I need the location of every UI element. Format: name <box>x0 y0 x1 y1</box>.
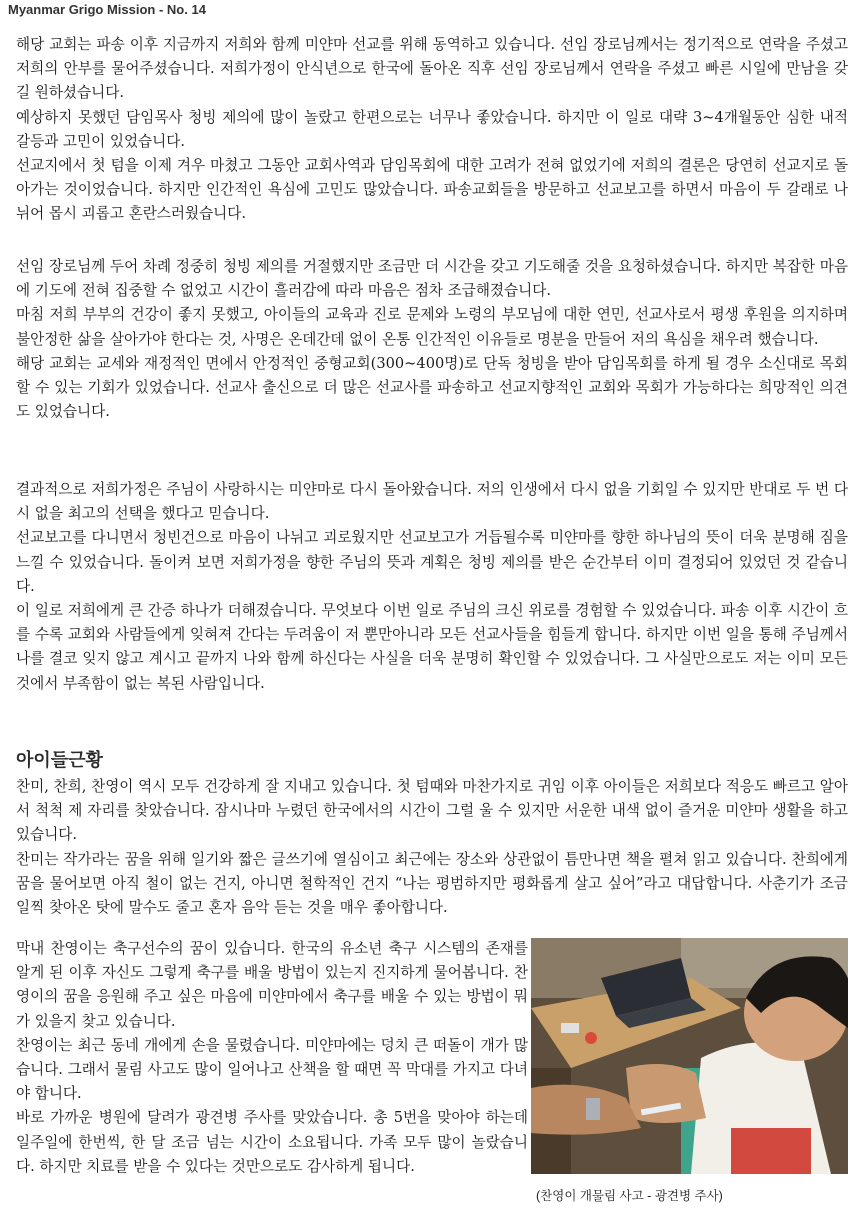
paragraph: 찬미는 작가라는 꿈을 위해 일기와 짧은 글쓰기에 열심이고 최근에는 장소와 상관없이 틈만나면 책을 펼쳐 읽고 있습니다. 찬희에게 꿈을 물어보면 아직 철이 없는 건지, 아니면 철학적인 건지 “나는 평범하지만 평화롭게 살고 싶어”라고 대답합니다. 사춘기가 조금 일찍 찾아온 탓에 말수도 줄고 혼자 음악 듣는 것을 매우 좋아합니다. <box>16 850 848 917</box>
story-section-1 <box>16 33 848 227</box>
paragraph: 선임 장로님께 두어 차례 정중히 청빙 제의를 거절했지만 조금만 더 시간을 갖고 기도해줄 것을 요청하셨습니다. 하지만 복잡한 마음에 기도에 전혀 집중할 수 없었고 시간이 흘러감에 따라 마음은 점차 조급해졌습니다. <box>16 258 848 300</box>
paragraph: 이 일로 저희에게 큰 간증 하나가 더해졌습니다. 무엇보다 이번 일로 주님의 크신 위로를 경험할 수 있었습니다. 파송 이후 시간이 흐를 수록 교회와 사람들에게 잊혀져 간다는 두려움이 저 뿐만아니라 모든 선교사들을 힘들게 합니다. 하지만 이번 일을 통해 주님께서 나를 결코 잊지 않고 계시고 끝까지 나와 함께 하신다는 사실을 더욱 분명히 확인할 수 있었습니다. 그 사실만으로도 저는 이미 모든 것에서 부족함이 없는 복된 사람입니다. <box>16 602 848 692</box>
paragraph: 바로 가까운 병원에 달려가 광견병 주사를 맞았습니다. 총 5번을 맞아야 하는데 일주일에 한번씩, 한 달 조금 넘는 시간이 소요됩니다. 가족 모두 많이 놀랐습니다. 하지만 치료를 받을 수 있다는 것만으로도 감사하게 됩니다. <box>16 1109 528 1175</box>
paragraph: 예상하지 못했던 담임목사 청빙 제의에 많이 놀랐고 한편으로는 너무나 좋았습니다. 하지만 이 일로 대략 3~4개월동안 심한 내적 갈등과 고민이 있었습니다. <box>16 108 848 150</box>
story-section-3 <box>16 478 848 696</box>
paragraph: 선교지에서 첫 텀을 이제 겨우 마쳤고 그동안 교회사역과 담임목회에 대한 고려가 전혀 없었기에 저희의 결론은 당연히 선교지로 돌아가는 것이었습니다. 하지만 인간적인 욕심에 고민도 많았습니다. 파송교회들을 방문하고 선교보고를 하면서 마음이 두 갈래로 나뉘어 몹시 괴롭고 혼란스러웠습니다. <box>16 157 848 223</box>
kids-news-section <box>16 775 848 920</box>
paragraph: 막내 찬영이는 축구선수의 꿈이 있습니다. 한국의 유소년 축구 시스템의 존재를 알게 된 이후 자신도 그렇게 축구를 배울 방법이 있는지 진지하게 물어봅니다. 찬영이의 꿈을 응원해 주고 싶은 마음에 미얀마에서 축구를 배울 수 있는 방법이 뭐가 있을지 찾고 있습니다. <box>16 940 528 1030</box>
paragraph: 찬영이는 최근 동네 개에게 손을 물렸습니다. 미얀마에는 덩치 큰 떠돌이 개가 많습니다. 그래서 물림 사고도 많이 일어나고 산책을 할 때면 꼭 막대를 가지고 다녀야 합니다. <box>16 1036 528 1103</box>
paragraph: 해당 교회는 파송 이후 지금까지 저희와 함께 미얀마 선교를 위해 동역하고 있습니다. 선임 장로님께서는 정기적으로 연락을 주셨고 저희의 안부를 물어주셨습니다. 저희가정이 안식년으로 한국에 돌아온 직후 선임 장로님께서 연락을 주셨고 빠른 시일에 만남을 갖길 원하셨습니다. <box>16 36 848 102</box>
kids-news-column <box>16 937 528 1179</box>
paragraph: 마침 저희 부부의 건강이 좋지 못했고, 아이들의 교육과 진로 문제와 노령의 부모님에 대한 연민, 선교사로서 평생 후원을 의지하며 불안정한 삶을 살아가야 한다는 것, 사명은 온데간데 없이 온통 인간적인 이유들로 명분을 만들어 저의 욕심을 채우려 했습니다. <box>16 306 848 348</box>
photo-caption: (찬영이 개물림 사고 - 광견병 주사) <box>536 1189 723 1203</box>
paragraph: 선교보고를 다니면서 청빈건으로 마음이 나뉘고 괴로웠지만 선교보고가 거듭될수록 미얀마를 향한 하나님의 뜻이 더욱 분명해 짐을 느낄 수 있었습니다. 돌이켜 보면 저희가정을 향한 주님의 뜻과 계획은 청빙 제의를 받은 순간부터 이미 결정되어 있었던 것 같습니다. <box>16 529 848 595</box>
paragraph: 결과적으로 저희가정은 주님이 사랑하시는 미얀마로 다시 돌아왔습니다. 저의 인생에서 다시 없을 기회일 수 있지만 반대로 두 번 다시 없을 최고의 선택을 했다고 믿습니다. <box>16 481 848 523</box>
story-section-2 <box>16 255 848 424</box>
paragraph: 해당 교회는 교세와 재정적인 면에서 안정적인 중형교회(300~400명)로 단독 청빙을 받아 담임목회를 하게 될 경우 소신대로 목회할 수 있는 기회가 있었습니다. 선교사 출신으로 더 많은 선교사를 파송하고 선교지향적인 교회와 목회가 가능하다는 희망적인 의견도 있었습니다. <box>16 354 848 421</box>
section-title: 아이들근황 <box>16 750 103 770</box>
newsletter-header: Myanmar Grigo Mission - No. 14 <box>8 2 206 17</box>
paragraph: 찬미, 찬희, 찬영이 역시 모두 건강하게 잘 지내고 있습니다. 첫 텀때와 마찬가지로 귀임 이후 아이들은 저희보다 적응도 빠르고 알아서 척척 제 자리를 찾았습니다. 잠시나마 누렸던 한국에서의 시간이 그럴 울 수 있지만 서운한 내색 없이 즐거운 미얀마 생활을 하고 있습니다. <box>16 778 848 844</box>
vaccination-photo <box>531 938 848 1174</box>
